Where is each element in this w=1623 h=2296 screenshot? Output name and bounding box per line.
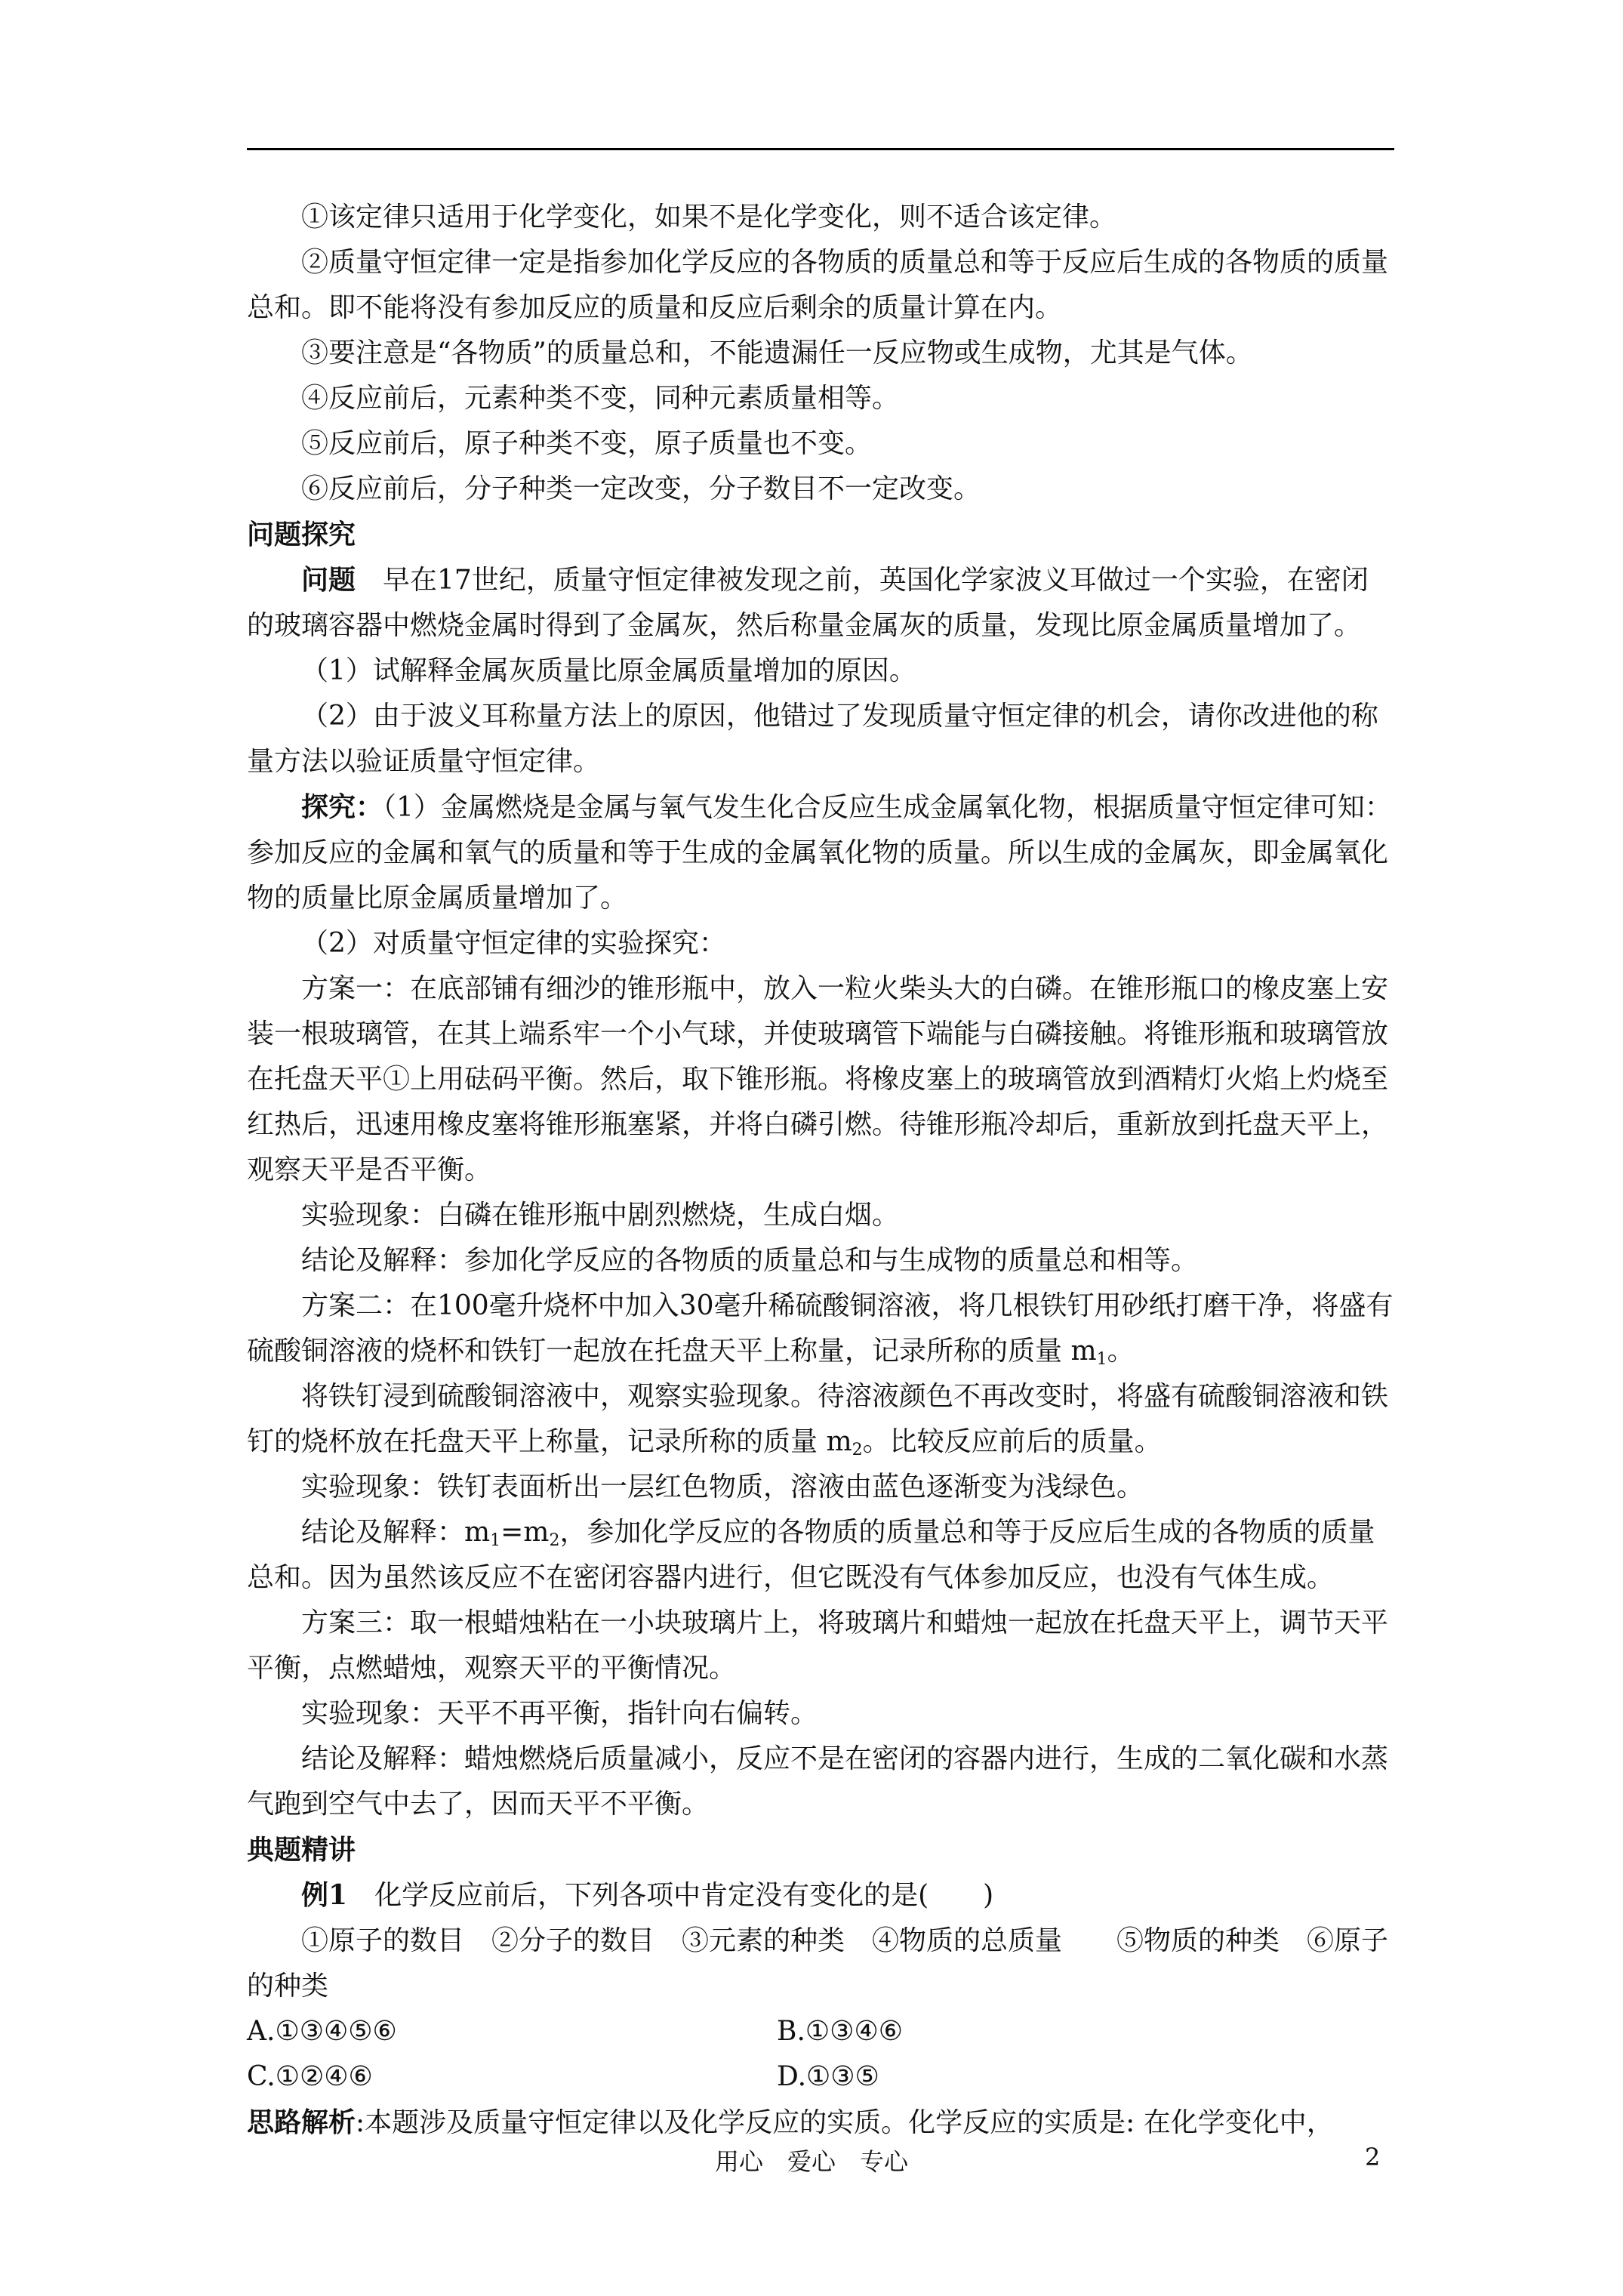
example-text: 化学反应前后，下列各项中肯定没有变化的是( ) — [374, 1880, 994, 1911]
plan-1-phenomenon: 实验现象：白磷在锥形瓶中剧烈燃烧，生成白烟。 — [301, 1200, 900, 1231]
section-heading-inquiry: 问题探究 — [247, 519, 356, 550]
options-row-1 — [247, 2009, 1394, 2054]
plan-2-conclusion-pre: 结论及解释：m — [301, 1517, 491, 1548]
subscript: 2 — [852, 1441, 863, 1459]
question-2: （2）由于波义耳称量方法上的原因，他错过了发现质量守恒定律的机会，请你改进他的称量方法以验证质量守恒定律。 — [247, 701, 1378, 777]
plan-2-setup — [247, 1284, 1394, 1374]
option-a: A.①③④⑤⑥ — [247, 2016, 397, 2047]
option-b: B.①③④⑥ — [777, 2016, 903, 2047]
problem-label: 问题 — [301, 564, 356, 596]
inquiry-label: 探究： — [301, 791, 383, 823]
note-2: ②质量守恒定律一定是指参加化学反应的各物质的质量总和等于反应后生成的各物质的质量总和。即不能将没有参加反应的质量和反应后剩余的质量计算在内。 — [247, 247, 1389, 323]
question-1: （1）试解释金属灰质量比原金属质量增加的原因。 — [301, 655, 916, 686]
plan-2-step — [247, 1374, 1394, 1465]
section-heading-examples: 典题精讲 — [247, 1834, 356, 1866]
problem-text: 早在17世纪，质量守恒定律被发现之前，英国化学家波义耳做过一个实验，在密闭的玻璃容器中燃烧金属时得到了金属灰，然后称量金属灰的质量，发现比原金属质量增加了。 — [247, 565, 1369, 641]
example-label: 例1 — [301, 1879, 348, 1911]
option-d: D.①③⑤ — [777, 2061, 879, 2092]
page-footer — [0, 2143, 1623, 2180]
note-6: ⑥反应前后，分子种类一定改变，分子数目不一定改变。 — [301, 473, 981, 504]
note-4: ④反应前后，元素种类不变，同种元素质量相等。 — [301, 383, 900, 414]
page-number: 2 — [1365, 2143, 1381, 2171]
subscript: 1 — [1096, 1350, 1107, 1369]
subscript: 2 — [549, 1531, 560, 1550]
analysis-text: :本题涉及质量守恒定律以及化学反应的实质。化学反应的实质是: 在化学变化中， — [356, 2107, 1334, 2138]
plan-2-step-end: 。比较反应前后的质量。 — [862, 1426, 1162, 1457]
plan-3-conclusion: 结论及解释：蜡烛燃烧后质量减小，反应不是在密闭的容器内进行，生成的二氧化碳和水蒸气跑到空气中去了，因而天平不平衡。 — [247, 1743, 1389, 1820]
inquiry-text: （1）金属燃烧是金属与氧气发生化合反应生成金属氧化物，根据质量守恒定律可知：参加反应的金属和氧气的质量和等于生成的金属氧化物的质量。所以生成的金属灰，即金属氧化物的质量比原金属质量增加了。 — [247, 792, 1392, 914]
plan-2-setup-text: 方案二：在100毫升烧杯中加入30毫升稀硫酸铜溶液，将几根铁钉用砂纸打磨干净，将盛有硫酸铜溶液的烧杯和铁钉一起放在托盘天平上称量，记录所称的质量 m — [247, 1290, 1394, 1367]
example-1 — [247, 1872, 1394, 1918]
plan-2-conclusion-post: ，参加化学反应的各物质的质量总和等于反应后生成的各物质的质量总和。因为虽然该反应不在密闭容器内进行，但它既没有气体参加反应，也没有气体生成。 — [247, 1517, 1375, 1593]
analysis-label: 思路解析 — [247, 2106, 356, 2138]
plan-2-phenomenon: 实验现象：铁钉表面析出一层红色物质，溶液由蓝色逐渐变为浅绿色。 — [301, 1472, 1144, 1502]
subscript: 1 — [490, 1531, 501, 1550]
analysis-paragraph — [247, 2100, 1394, 2146]
page-body — [247, 195, 1394, 2146]
option-c: C.①②④⑥ — [247, 2061, 373, 2092]
plan-3-phenomenon: 实验现象：天平不再平衡，指针向右偏转。 — [301, 1698, 818, 1729]
plan-2-setup-end: 。 — [1107, 1336, 1135, 1367]
plan-2-conclusion — [247, 1510, 1394, 1601]
note-1: ①该定律只适用于化学变化，如果不是化学变化，则不适合该定律。 — [301, 202, 1117, 233]
plan-1-conclusion: 结论及解释：参加化学反应的各物质的质量总和与生成物的质量总和相等。 — [301, 1245, 1199, 1276]
header-rule — [247, 148, 1394, 150]
plan-2-conclusion-mid: =m — [500, 1517, 550, 1548]
footer-motto: 用心 爱心 专心 — [714, 2147, 908, 2176]
plan-3: 方案三：取一根蜡烛粘在一小块玻璃片上，将玻璃片和蜡烛一起放在托盘天平上，调节天平平衡，点燃蜡烛，观察天平的平衡情况。 — [247, 1607, 1389, 1684]
example-items: ①原子的数目 ②分子的数目 ③元素的种类 ④物质的总质量 ⑤物质的种类 ⑥原子的种类 — [247, 1925, 1389, 2002]
inquiry-2: （2）对质量守恒定律的实验探究： — [301, 928, 726, 959]
options-row-2 — [247, 2054, 1394, 2100]
note-3: ③要注意是“各物质”的质量总和，不能遗漏任一反应物或生成物，尤其是气体。 — [301, 337, 1253, 368]
inquiry-paragraph — [247, 784, 1394, 921]
problem-paragraph — [247, 557, 1394, 649]
plan-2-step-text: 将铁钉浸到硫酸铜溶液中，观察实验现象。待溶液颜色不再改变时，将盛有硫酸铜溶液和铁钉的烧杯放在托盘天平上称量，记录所称的质量 m — [247, 1381, 1389, 1457]
plan-1: 方案一：在底部铺有细沙的锥形瓶中，放入一粒火柴头大的白磷。在锥形瓶口的橡皮塞上安装一根玻璃管，在其上端系牢一个小气球，并使玻璃管下端能与白磷接触。将锥形瓶和玻璃管放在托盘天平①上用砝码平衡。然后，取下锥形瓶。将橡皮塞上的玻璃管放到酒精灯火焰上灼烧至红热后，迅速用橡皮塞将锥形瓶塞紧，并将白磷引燃。待锥形瓶冷却后，重新放到托盘天平上，观察天平是否平衡。 — [247, 973, 1389, 1185]
note-5: ⑤反应前后，原子种类不变，原子质量也不变。 — [301, 428, 873, 459]
